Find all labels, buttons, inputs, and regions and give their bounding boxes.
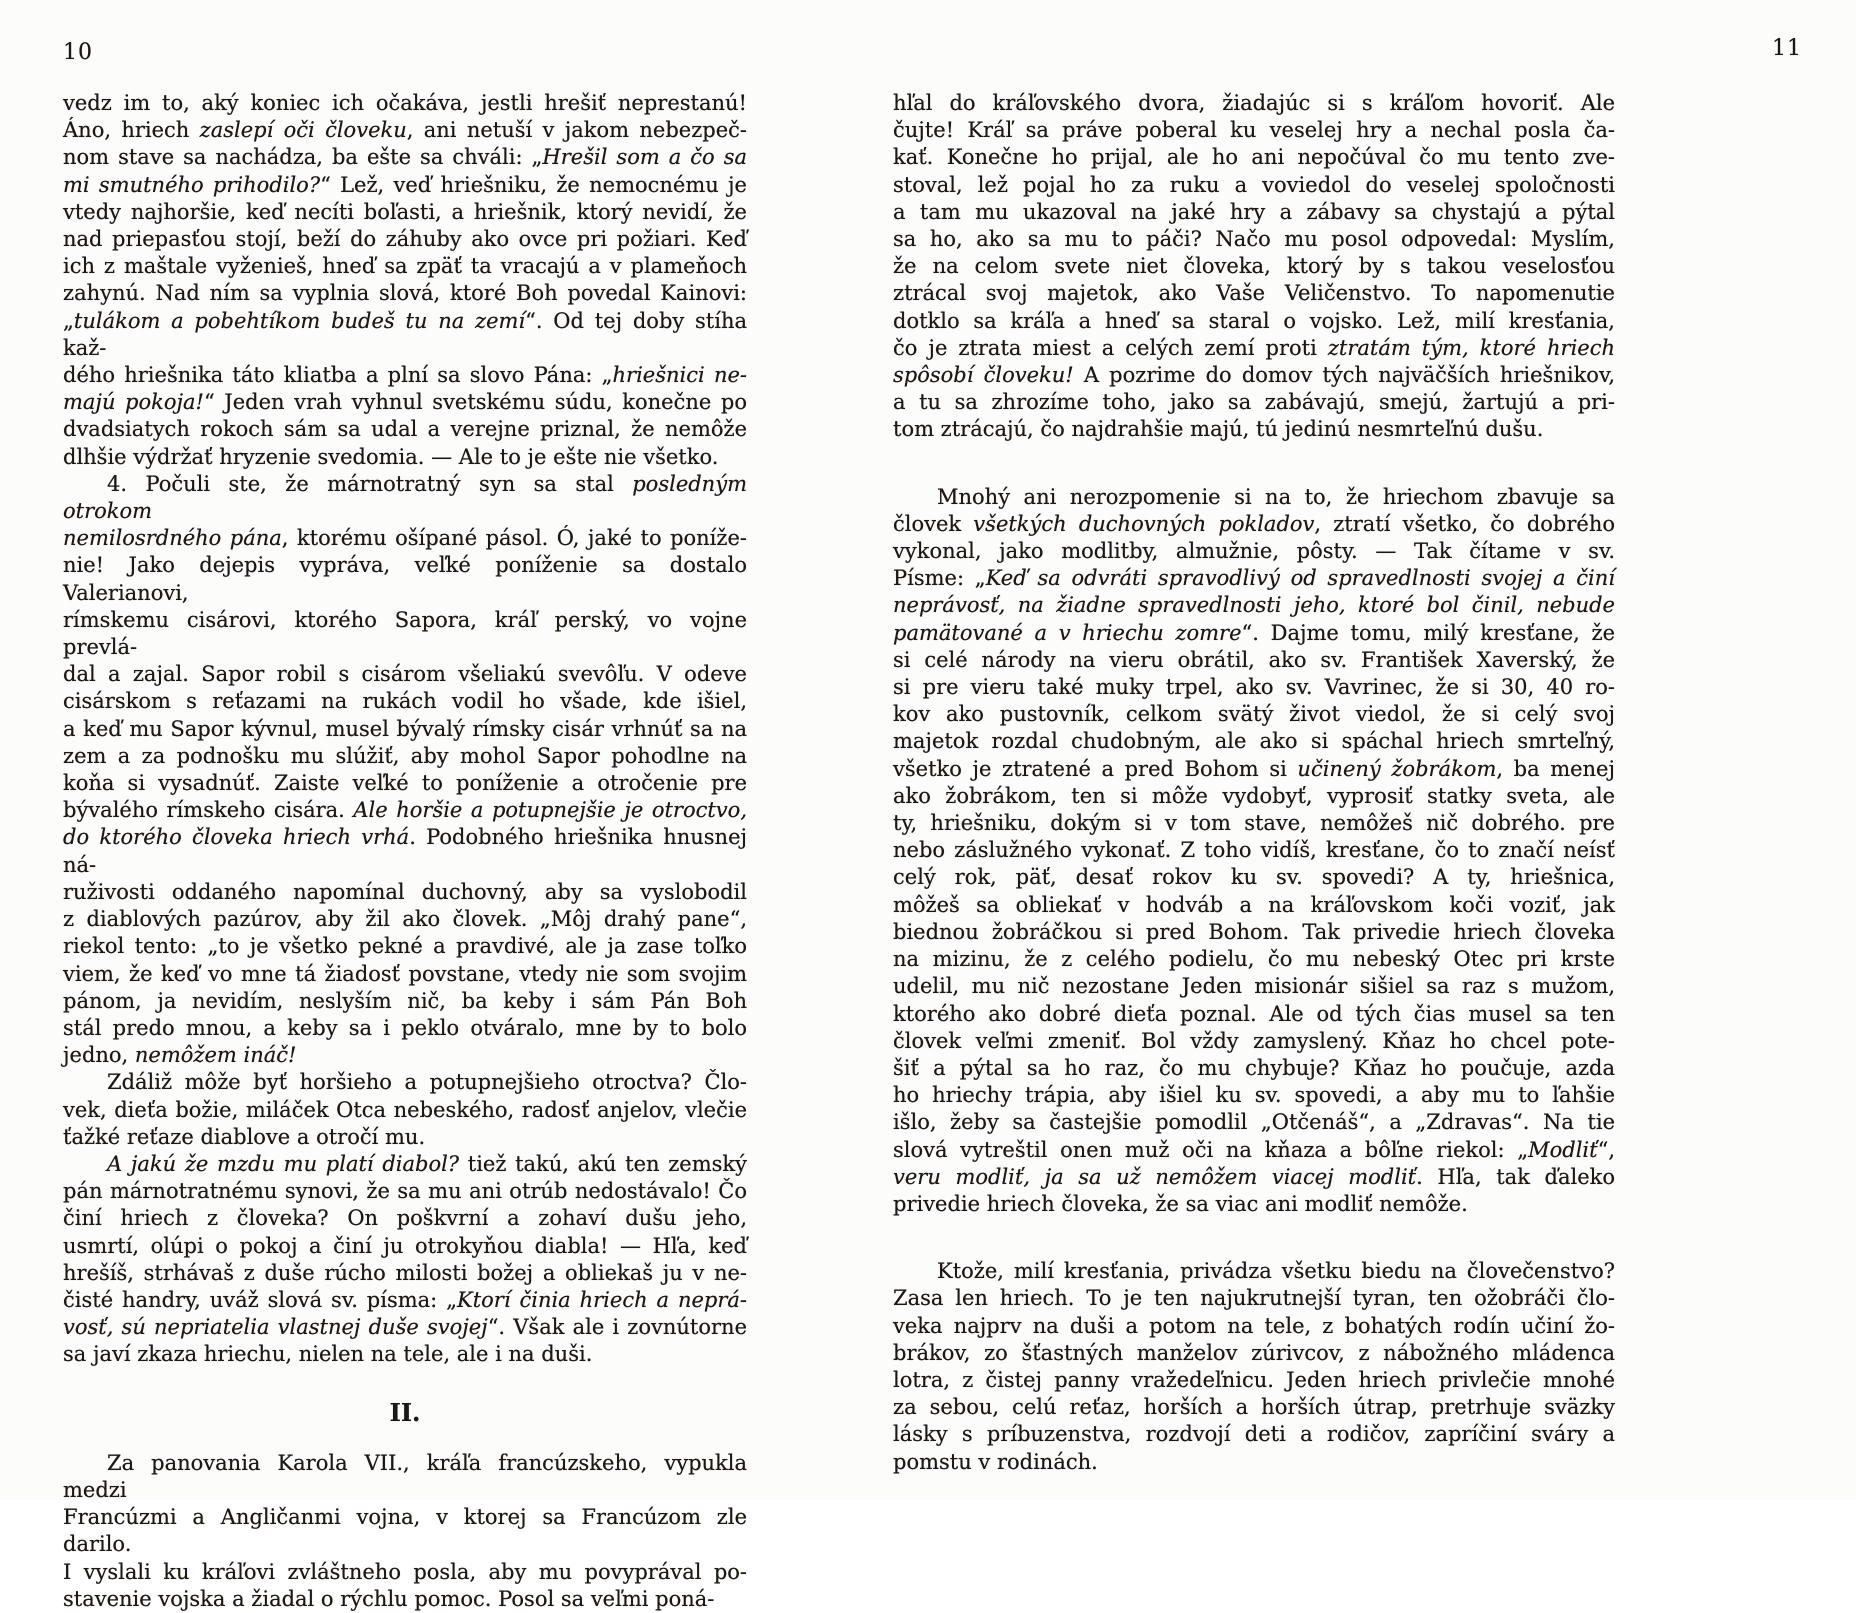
- text-line: že na celom svete niet človeka, ktorý by s takou veselosťou: [893, 254, 1615, 279]
- text-line: všetko je ztratené a pred Bohom si učinený žobrákom, ba menej: [893, 756, 1615, 781]
- text-line: udelil, mu nič nezostane Jeden misionár sišiel sa raz s mužom,: [893, 974, 1615, 999]
- text-line: cisárskom s reťazami na rukách vodil ho všade, kde išiel,: [63, 689, 747, 714]
- text-line: zahynú. Nad ním sa vyplnia slová, ktoré Boh povedal Kainovi:: [63, 281, 747, 306]
- page-number-left: 10: [63, 40, 93, 65]
- text-line: na mizinu, že z celého podielu, čo mu nebeský Otec pri krste: [893, 947, 1615, 972]
- text-line: A jakú že mzdu mu platí diabol? tiež takú, akú ten zemský: [107, 1151, 747, 1176]
- text-line: slová vytreštil onen muž oči na kňaza a bôľne riekol: „Modliť“,: [893, 1137, 1615, 1162]
- text-line: usmrtí, olúpi o pokoj a činí ju otrokyňou diabla! — Hľa, keď: [63, 1233, 747, 1258]
- text-line: mi smutného prihodilo?“ Lež, veď hriešniku, že nemocnému je: [63, 172, 747, 197]
- text-line: lásky s príbuzenstva, rozdvojí deti a rodičov, zapríčiní sváry a: [893, 1422, 1615, 1447]
- text-line: ztrácal svoj majetok, ako Vaše Veličenstvo. To napomenutie: [893, 281, 1615, 306]
- text-line: stavenie vojska a žiadal o rýchlu pomoc. Posol sa veľmi poná-: [63, 1586, 715, 1611]
- text-line: kov ako pustovník, celkom svätý život viedol, že si celý svoj: [893, 702, 1615, 727]
- text-line: biednou žobráčkou si pred Bohom. Tak privedie hriech človeka: [893, 919, 1615, 944]
- text-line: II.: [389, 1397, 421, 1427]
- text-line: brákov, zo šťastných manželov zúrivcov, z nábožného mládenca: [893, 1340, 1615, 1365]
- text-line: si celé národy na vieru obrátil, ako sv. František Xaverský, že: [893, 647, 1615, 672]
- paragraph: [63, 1151, 747, 1369]
- paragraph: [893, 1258, 1615, 1476]
- text-line: veka najprv na duši a potom na tele, z bohatých rodín učiní žo-: [893, 1313, 1615, 1338]
- text-line: z diablových pazúrov, aby žil ako človek. „Môj drahý pane“,: [63, 907, 747, 932]
- text-line: kať. Konečne ho prijal, ale ho ani nepočúval čo mu tento zve-: [893, 145, 1615, 170]
- text-line: sa ho, ako sa mu to páči? Načo mu posol odpovedal: Myslím,: [893, 227, 1615, 252]
- text-line: môžeš sa obliekať v hodváb a na kráľovskom koči voziť, jak: [893, 892, 1615, 917]
- text-line: 4. Počuli ste, že márnotratný syn sa stal posledným otrokom: [63, 471, 747, 524]
- text-line: dvadsiatych rokoch sám sa udal a verejne priznal, že nemôže: [63, 417, 747, 442]
- text-line: nebo záslužného vykonať. Z toho vidíš, kresťane, čo to značí neísť: [893, 838, 1615, 863]
- text-line: rímskemu cisárovi, ktorého Sapora, kráľ perský, vo vojne prevlá-: [63, 607, 747, 660]
- text-line: čujte! Kráľ sa práve poberal ku veselej hry a nechal posla ča-: [893, 118, 1615, 143]
- text-column-right: [893, 90, 1615, 1476]
- text-line: Za panovania Karola VII., kráľa francúzskeho, vypukla medzi: [63, 1450, 747, 1502]
- text-line: tom ztrácajú, čo najdrahšie majú, tú jedinú nesmrteľnú dušu.: [893, 417, 1544, 442]
- text-line: do ktorého človeka hriech vrhá. Podobného hriešnika hnusnej ná-: [63, 825, 748, 877]
- text-line: „tulákom a pobehtíkom budeš tu na zemí“. Od tej doby stíha kaž-: [63, 308, 747, 360]
- text-line: čisté handry, uváž slová sv. písma: „Ktorí činia hriech a neprá-: [63, 1287, 747, 1312]
- text-line: Zasa len hriech. To je ten najukrutnejší tyran, ten ožobráči člo-: [893, 1286, 1615, 1311]
- text-line: a tu sa zhrozíme toho, jako sa zabávajú, smejú, žartujú a pri-: [893, 390, 1615, 415]
- text-line: človek všetkých duchovných pokladov, ztratí všetko, čo dobrého: [893, 511, 1616, 536]
- text-line: stoval, lež pojal ho za ruku a voviedol do veselej spoločnosti: [893, 172, 1615, 197]
- text-line: pamätované a v hriechu zomre“. Dajme tomu, milý kresťane, že: [893, 620, 1615, 645]
- text-line: za sebou, celú reťaz, horších a horších útrap, pretrhuje sväzky: [893, 1395, 1615, 1420]
- text-line: vek, dieťa božie, miláček Otca nebeského, radosť anjelov, vlečie: [63, 1097, 747, 1122]
- text-line: neprávosť, na žiadne spravedlnosti jeho, ktoré bol činil, nebude: [893, 593, 1615, 618]
- text-line: Mnohý ani nerozpomenie si na to, že hriechom zbavuje sa: [937, 484, 1615, 509]
- text-line: ťažké reťaze diablove a otročí mu.: [63, 1124, 426, 1149]
- text-line: vtedy najhoršie, keď necíti boľasti, a hriešnik, ktorý nevidí, že: [63, 199, 747, 224]
- paragraph: [63, 1069, 747, 1151]
- text-line: ho hriechy trápia, aby išiel ku sv. spovedi, a aby mu to ľahšie: [893, 1083, 1615, 1108]
- text-line: Ktože, milí kresťania, privádza všetku biedu na človečenstvo?: [937, 1259, 1615, 1284]
- text-line: I vyslali ku kráľovi zvláštneho posla, aby mu povyprával po-: [63, 1559, 747, 1584]
- text-line: hľal do kráľovského dvora, žiadajúc si s kráľom hovoriť. Ale: [893, 91, 1615, 115]
- text-line: Francúzmi a Angličanmi vojna, v ktorej sa Francúzom zle darilo.: [63, 1505, 747, 1557]
- text-line: privedie hriech človeka, že sa viac ani modliť nemôže.: [893, 1191, 1468, 1216]
- text-line: človek veľmi zmeniť. Bol vždy zamyslený. Kňaz ho chcel pote-: [893, 1028, 1615, 1053]
- text-line: pomstu v rodinách.: [893, 1449, 1098, 1474]
- text-line: ako žobrákom, ten si môže vydobyť, vyprosiť statky sveta, ale: [893, 783, 1615, 808]
- text-line: ich z maštale vyženieš, hneď sa zpäť ta vracajú a v plameňoch: [63, 254, 747, 279]
- text-line: nemilosrdného pána, ktorému ošípané pásol. Ó, jaké to poníže-: [63, 526, 747, 551]
- text-column-left: [63, 90, 747, 1613]
- text-line: viem, že keď vo mne tá žiadosť povstane, vtedy nie som svojim: [63, 961, 747, 986]
- text-line: jedno, nemôžem ináč!: [63, 1043, 297, 1068]
- text-line: celý rok, päť, desať rokov ku sv. spovedi? A ty, hriešnica,: [893, 865, 1615, 890]
- text-line: riekol tento: „to je všetko pekné a pravdivé, ale ja zase toľko: [63, 934, 747, 959]
- text-line: pánom, ja nevidím, neslyším nič, ba keby i sám Pán Boh: [63, 988, 747, 1013]
- text-line: pán márnotratnému synovi, že sa mu ani otrúb nedostávalo! Čo: [63, 1179, 747, 1204]
- text-line: Zdáliž môže byť horšieho a potupnejšieho otroctva? Člo-: [107, 1070, 747, 1095]
- text-line: a keď mu Sapor kývnul, musel bývalý rímsky cisár vrhnúť sa na: [63, 716, 747, 741]
- text-line: vedz im to, aký koniec ich očakáva, jestli hrešiť neprestanú!: [63, 91, 747, 115]
- text-line: lotra, z čistej panny vražedeľnicu. Jeden hriech privlečie mnohé: [893, 1367, 1615, 1392]
- page-number-right: 11: [1772, 36, 1802, 61]
- text-line: sa javí zkaza hriechu, nielen na tele, ale i na duši.: [63, 1342, 593, 1367]
- paragraph: [893, 484, 1615, 1218]
- text-line: dlhšie výdržať hryzenie svedomia. — Ale to je ešte nie všetko.: [63, 444, 719, 469]
- text-line: vosť, sú nepriatelia vlastnej duše svojej“. Však ale i zovnútorne: [63, 1315, 747, 1340]
- text-line: stál predo mnou, a keby sa i peklo otváralo, mne by to bolo: [63, 1015, 747, 1040]
- text-line: hrešíš, strhávaš z duše rúcho milosti božej a obliekaš ju v ne-: [63, 1260, 747, 1285]
- text-line: čo je ztrata miest a celých zemí proti ztratám tým, ktoré hriech: [893, 335, 1615, 360]
- text-line: bývalého rímskeho cisára. Ale horšie a potupnejšie je otroctvo,: [63, 798, 747, 823]
- text-line: ty, hriešniku, dokým si v tom stave, nemôžeš nič dobrého. pre: [893, 811, 1615, 836]
- text-line: koňa si vysadnúť. Zaiste veľké to poníženie a otročenie pre: [63, 771, 747, 796]
- text-line: ktorého ako dobré dieťa poznal. Ale od tých čias musel sa ten: [893, 1001, 1615, 1026]
- section-heading: [63, 1399, 747, 1426]
- text-line: majú pokoja!“ Jeden vrah vyhnul svetskému súdu, konečne po: [63, 390, 747, 415]
- text-line: a tam mu ukazoval na jaké hry a zábavy sa chystajú a pýtal: [893, 199, 1615, 224]
- paragraph: [63, 90, 747, 471]
- text-line: nom stave sa nachádza, ba ešte sa chváli: „Hrešil som a čo sa: [63, 145, 747, 170]
- paragraph: [893, 90, 1615, 444]
- paragraph: [63, 1450, 747, 1613]
- text-line: dotklo sa kráľa a hneď sa staral o vojsko. Lež, milí kresťania,: [893, 308, 1615, 333]
- text-line: dého hriešnika táto kliatba a plní sa slovo Pána: „hriešnici ne-: [63, 363, 747, 388]
- paragraph: [63, 471, 747, 1069]
- text-line: dal a zajal. Sapor robil s cisárom všeliakú svevôľu. V odeve: [63, 662, 747, 687]
- text-line: si pre vieru také muky trpel, ako sv. Vavrinec, že si 30, 40 ro-: [893, 675, 1615, 700]
- text-line: nad priepasťou stojí, beží do záhuby ako ovce pri požiari. Keď: [63, 227, 747, 252]
- text-line: činí hriech z človeka? On poškvrní a zohaví dušu jeho,: [63, 1206, 747, 1231]
- text-line: veru modliť, ja sa už nemôžem viacej modliť. Hľa, tak ďaleko: [893, 1164, 1615, 1189]
- text-line: vykonal, jako modlitby, almužnie, pôsty. — Tak čítame v sv.: [893, 539, 1615, 564]
- text-line: išlo, žeby sa častejšie pomodlil „Otčenáš“, a „Zdravas“. Na tie: [893, 1110, 1615, 1135]
- text-line: spôsobí človeku! A pozrime do domov tých najväčších hriešnikov,: [893, 363, 1615, 388]
- text-line: Písme: „Keď sa odvráti spravodlivý od spravedlnosti svojej a činí: [893, 566, 1616, 591]
- text-line: nie! Jako dejepis vypráva, veľké poníženie sa dostalo Valerianovi,: [63, 553, 747, 605]
- text-line: šiť a pýtal sa ho raz, čo mu chybuje? Kňaz ho poučuje, azda: [893, 1055, 1615, 1080]
- text-line: ruživosti oddaného napomínal duchovný, aby sa vyslobodil: [63, 879, 747, 904]
- text-line: Áno, hriech zaslepí oči človeku, ani netuší v jakom nebezpeč-: [63, 118, 747, 143]
- text-line: majetok rozdal chudobným, ale ako si spáchal hriech smrteľný,: [893, 729, 1615, 754]
- text-line: zem a za podnošku mu slúžiť, aby mohol Sapor pohodlne na: [63, 743, 747, 768]
